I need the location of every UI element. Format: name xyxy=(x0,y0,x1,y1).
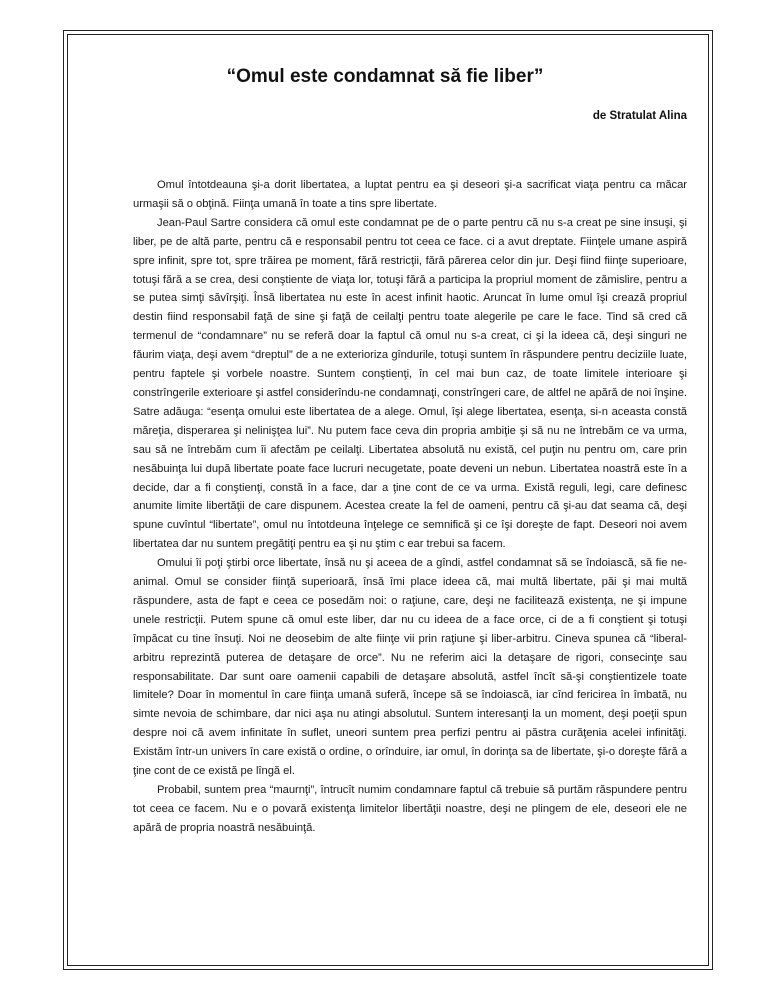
essay-title: “Omul este condamnat să fie liber” xyxy=(226,66,544,87)
paragraph: Omului îi poţi ştirbi orce libertate, însă nu şi aceea de a gîndi, astfel condamnat să se îndoiască, să fie ne-animal. Omul se consider fiinţă superioară, însă îmi place ideea că, mai multă libertate, păi şi mai multă răspundere, asta de fapt e ceea ce posedăm noi: o raţiune, care, deşi ne facilitează existenţa, ne şi impune unele restricţii. Putem spune că omul este liber, dar nu cu ideea de a face orce, ci de a fi conştient şi totuşi împăcat cu tine însuţi. Noi ne deosebim de alte fiinţe vii prin raţiune şi liber-arbitru. Cineva spunea că “liberal-arbitru reprezintă puterea de detaşare de orce”. Nu ne referim aici la detaşare de rigori, consecinţe sau responsabilitate. Dar sunt oare oamenii capabili de detaşare absolută, astfel încît să-şi conştientizele toate limitele? Doar în momentul în care fiinţa umană suferă, începe să se îndoiască, iar cînd fericirea în îmbată, nu simte nevoia de schimbare, dar nici aşa nu atingi absolutul. Suntem interesanţi la un moment, deşi poeţii spun despre noi că avem infinitate în suflet, uneori suntem prea perfizi pentru ai păstra curăţenia acelei infinităţi. Existăm într-un univers în care există o ordine, o orînduire, iar omul, în dorinţa sa de libertate, şi-o doreşte fără a ţine cont de ce există pe lîngă el. xyxy=(133,557,687,778)
paragraph: Jean-Paul Sartre considera că omul este condamnat pe de o parte pentru că nu s-a creat pe sine insuşi, şi liber, pe de altă parte, pentru că e responsabil pentru tot ceea ce face. ci a avut dreptate. Fiinţele umane aspiră spre infinit, spre tot, spre trăirea pe moment, fără restricţii, fără părerea celor din jur. Deşi fiind fiinţe superioare, totuşi fără a se crea, desi conştiente de viaţa lor, totuşi fără a participa la propriul moment de zămislire, pentru a se putea simţi săvîrşiţi. Însă libertatea nu este în acest infinit haotic. Aruncat în lume omul îşi crează propriul destin fiind responsabil faţă de sine şi faţă de ceilalţi pentru toate alegerile pe care le face. Tind să cred că termenul de “condamnare” nu se referă doar la faptul că omul nu s-a creat, ci şi la ideea că, deşi singuri ne făurim viaţa, deşi avem “dreptul” de a ne exterioriza gîndurile, totuşi suntem în răspundere pentru deciziile luate, pentru faptele şi vorbele noastre. Suntem conştienţi, în cel mai bun caz, de toate limitele interioare şi constrîngerile exterioare şi astfel considerîndu-ne condamnaţi, constrîngeri care, de altfel ne apără de noi înşine. Satre adăuga: “esenţa omului este libertatea de a alege. Omul, îşi alege libertatea, esenţa, si-n aceasta constă măreţia, disperarea şi nelinişţea lui”. Nu putem face ceva din propria ambiţie şi să nu ne întrebăm ce va urma, sau să ne întrebăm cum îi afectăm pe ceilalţi. Libertatea absolută nu există, cel puţin nu pentru om, care prin nesăbuinţa lui după libertate poate face lucruri necugetate, poate deveni un nebun. Libertatea noastră este în a decide, dar a fi conştienţi, constă în a face, dar a ţine cont de ce va urma. Există reguli, legi, care definesc anumite limite libertăţii de care dispunem. Acestea create la fel de oameni, pentru că şi-au dat seama că, deşi spune cuvîntul “libertate”, omul nu întotdeuna înţelege ce semnifică şi ce îşi doreşte de fapt. Deseori noi avem libertatea dar nu suntem pregătiţi pentru ea şi nu ştim c ear trebui sa facem. xyxy=(133,216,687,551)
essay-body xyxy=(133,176,687,838)
essay-author: de Stratulat Alina xyxy=(592,110,687,122)
paragraph: Probabil, suntem prea “maurnţi”, întrucît numim condamnare faptul că trebuie să purtăm răspundere pentru tot ceea ce facem. Nu e o povară existenţa limitelor libertăţii noastre, deşi ne plingem de ele, deseori ele ne apără de propria noastră nesăbuinţă. xyxy=(133,784,687,834)
paragraph: Omul întotdeauna şi-a dorit libertatea, a luptat pentru ea şi deseori şi-a sacrificat viaţa pentru ca măcar urmaşii să o obţină. Fiinţa umană în toate a tins spre libertate. xyxy=(133,179,687,210)
